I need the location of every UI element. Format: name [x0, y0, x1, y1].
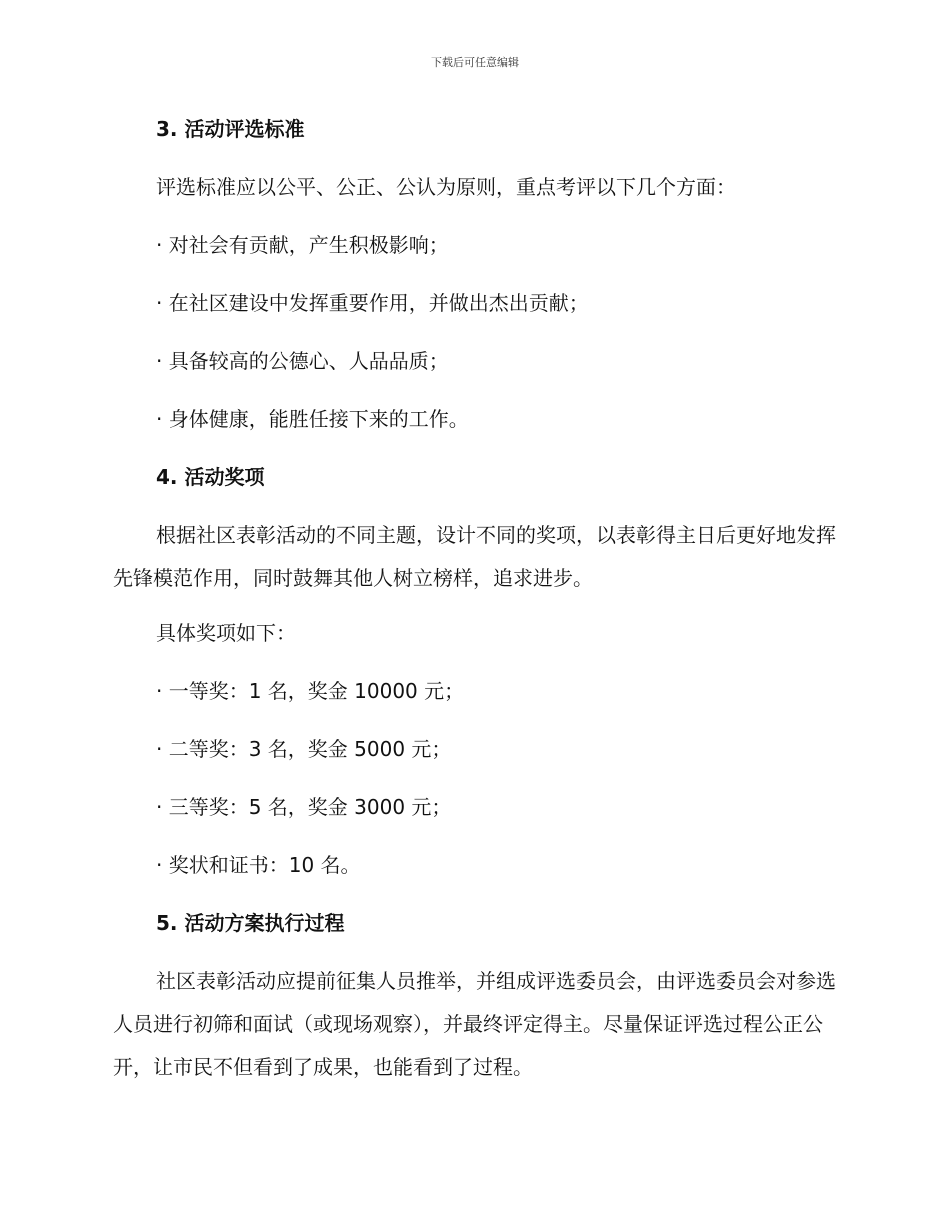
awards-intro: 具体奖项如下：	[156, 621, 296, 645]
criteria-bullet: · 身体健康，能胜任接下来的工作。	[156, 407, 469, 431]
award-bullet: · 二等奖：3 名，奖金 5000 元；	[156, 737, 452, 761]
criteria-bullet: · 具备较高的公德心、人品品质；	[156, 349, 449, 373]
criteria-bullet: · 对社会有贡献，产生积极影响；	[156, 233, 449, 257]
page-header: 下载后可任意编辑	[431, 56, 519, 69]
award-bullet: · 一等奖：1 名，奖金 10000 元；	[156, 679, 465, 703]
section-heading-criteria: 3. 活动评选标准	[156, 117, 305, 141]
awards-paragraph: 根据社区表彰活动的不同主题，设计不同的奖项，以表彰得主日后更好地发挥先锋模范作用，同时鼓舞其他人树立榜样，追求进步。	[113, 523, 836, 590]
document-body	[113, 112, 837, 1105]
award-bullet: · 三等奖：5 名，奖金 3000 元；	[156, 795, 452, 819]
section-heading-awards: 4. 活动奖项	[156, 465, 265, 489]
section-heading-process: 5. 活动方案执行过程	[156, 911, 345, 935]
criteria-bullet: · 在社区建设中发挥重要作用，并做出杰出贡献；	[156, 291, 589, 315]
process-paragraph: 社区表彰活动应提前征集人员推举，并组成评选委员会，由评选委员会对参选人员进行初筛和面试（或现场观察），并最终评定得主。尽量保证评选过程公正公开，让市民不但看到了成果，也能看到了过程。	[113, 969, 836, 1079]
criteria-intro: 评选标准应以公平、公正、公认为原则，重点考评以下几个方面：	[156, 175, 736, 199]
award-bullet: · 奖状和证书：10 名。	[156, 853, 361, 877]
